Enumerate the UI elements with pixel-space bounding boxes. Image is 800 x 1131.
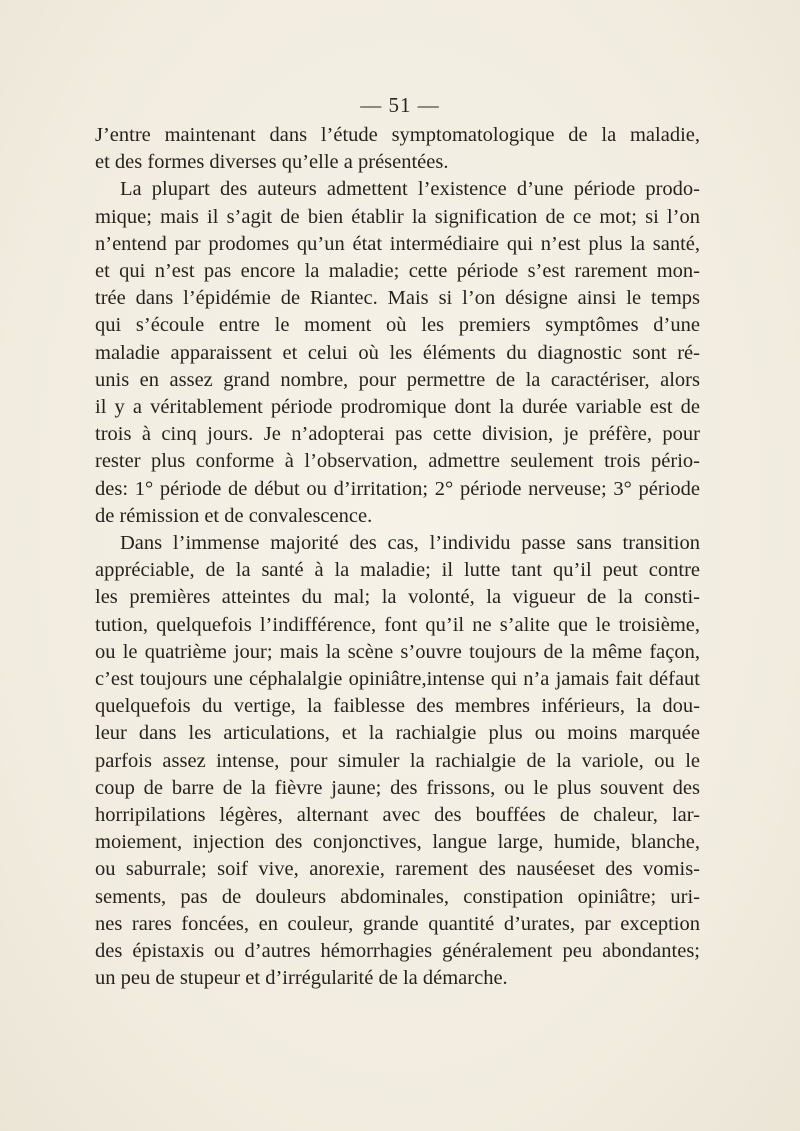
text-line: mique; mais il s’agit de bien établir la signification de ce mot; si l’on xyxy=(95,205,700,228)
text-line: sements, pas de douleurs abdominales, constipation opiniâtre; uri- xyxy=(95,885,700,908)
text-line: de rémission et de convalescence. xyxy=(95,504,373,527)
text-line: J’entre maintenant dans l’étude symptomatologique de la maladie, xyxy=(95,124,700,146)
text-line: et des formes diverses qu’elle a présentées. xyxy=(95,151,449,174)
text-line: Dans l’immense majorité des cas, l’individu passe sans transition xyxy=(120,532,700,555)
text-line: ou le quatrième jour; mais la scène s’ouvre toujours de la même façon, xyxy=(95,640,700,663)
page-number: — 51 — xyxy=(360,93,440,117)
text-line: moiement, injection des conjonctives, langue large, humide, blanche, xyxy=(95,831,700,854)
text-line: et qui n’est pas encore la maladie; cette période s’est rarement mon- xyxy=(95,260,700,283)
text-line: trois à cinq jours. Je n’adopterai pas cette division, je préfère, pour xyxy=(95,423,700,446)
text-line: maladie apparaissent et celui où les éléments du diagnostic sont ré- xyxy=(95,341,700,364)
text-line: horripilations légères, alternant avec des bouffées de chaleur, lar- xyxy=(95,804,700,827)
text-line: tution, quelquefois l’indifférence, font qu’il ne s’alite que le troisième, xyxy=(95,613,700,636)
text-line: il y a véritablement période prodromique dont la durée variable est de xyxy=(95,396,700,419)
text-line: les premières atteintes du mal; la volonté, la vigueur de la consti- xyxy=(95,586,700,609)
text-line: leur dans les articulations, et la rachialgie plus ou moins marquée xyxy=(95,722,700,745)
text-line: n’entend par prodomes qu’un état intermédiaire qui n’est plus la santé, xyxy=(95,232,700,255)
text-line: coup de barre de la fièvre jaune; des frissons, ou le plus souvent des xyxy=(95,776,700,799)
text-line: appréciable, de la santé à la maladie; il lutte tant qu’il peut contre xyxy=(95,559,700,582)
text-line: nes rares foncées, en couleur, grande quantité d’urates, par exception xyxy=(95,912,700,935)
text-line: un peu de stupeur et d’irrégularité de la démarche. xyxy=(95,967,508,990)
text-line: ou saburrale; soif vive, anorexie, rarement des nauséeset des vomis- xyxy=(95,858,700,881)
text-line: quelquefois du vertige, la faiblesse des membres inférieurs, la dou- xyxy=(95,695,700,718)
text-line: unis en assez grand nombre, pour permettre de la caractériser, alors xyxy=(95,368,700,391)
text-line: rester plus conforme à l’observation, admettre seulement trois pério- xyxy=(95,450,700,473)
text-line: des: 1° période de début ou d’irritation; 2° période nerveuse; 3° période xyxy=(95,477,700,500)
text-line: c’est toujours une céphalalgie opiniâtre,intense qui n’a jamais fait défaut xyxy=(95,668,700,691)
text-line: parfois assez intense, pour simuler la rachialgie de la variole, ou le xyxy=(95,749,700,772)
body-text xyxy=(95,122,700,993)
text-line: qui s’écoule entre le moment où les premiers symptômes d’une xyxy=(95,314,700,337)
text-line: La plupart des auteurs admettent l’existence d’une période prodo- xyxy=(120,178,700,201)
text-line: trée dans l’épidémie de Riantec. Mais si l’on désigne ainsi le temps xyxy=(95,287,700,310)
text-line: des épistaxis ou d’autres hémorrhagies généralement peu abondantes; xyxy=(95,940,700,963)
